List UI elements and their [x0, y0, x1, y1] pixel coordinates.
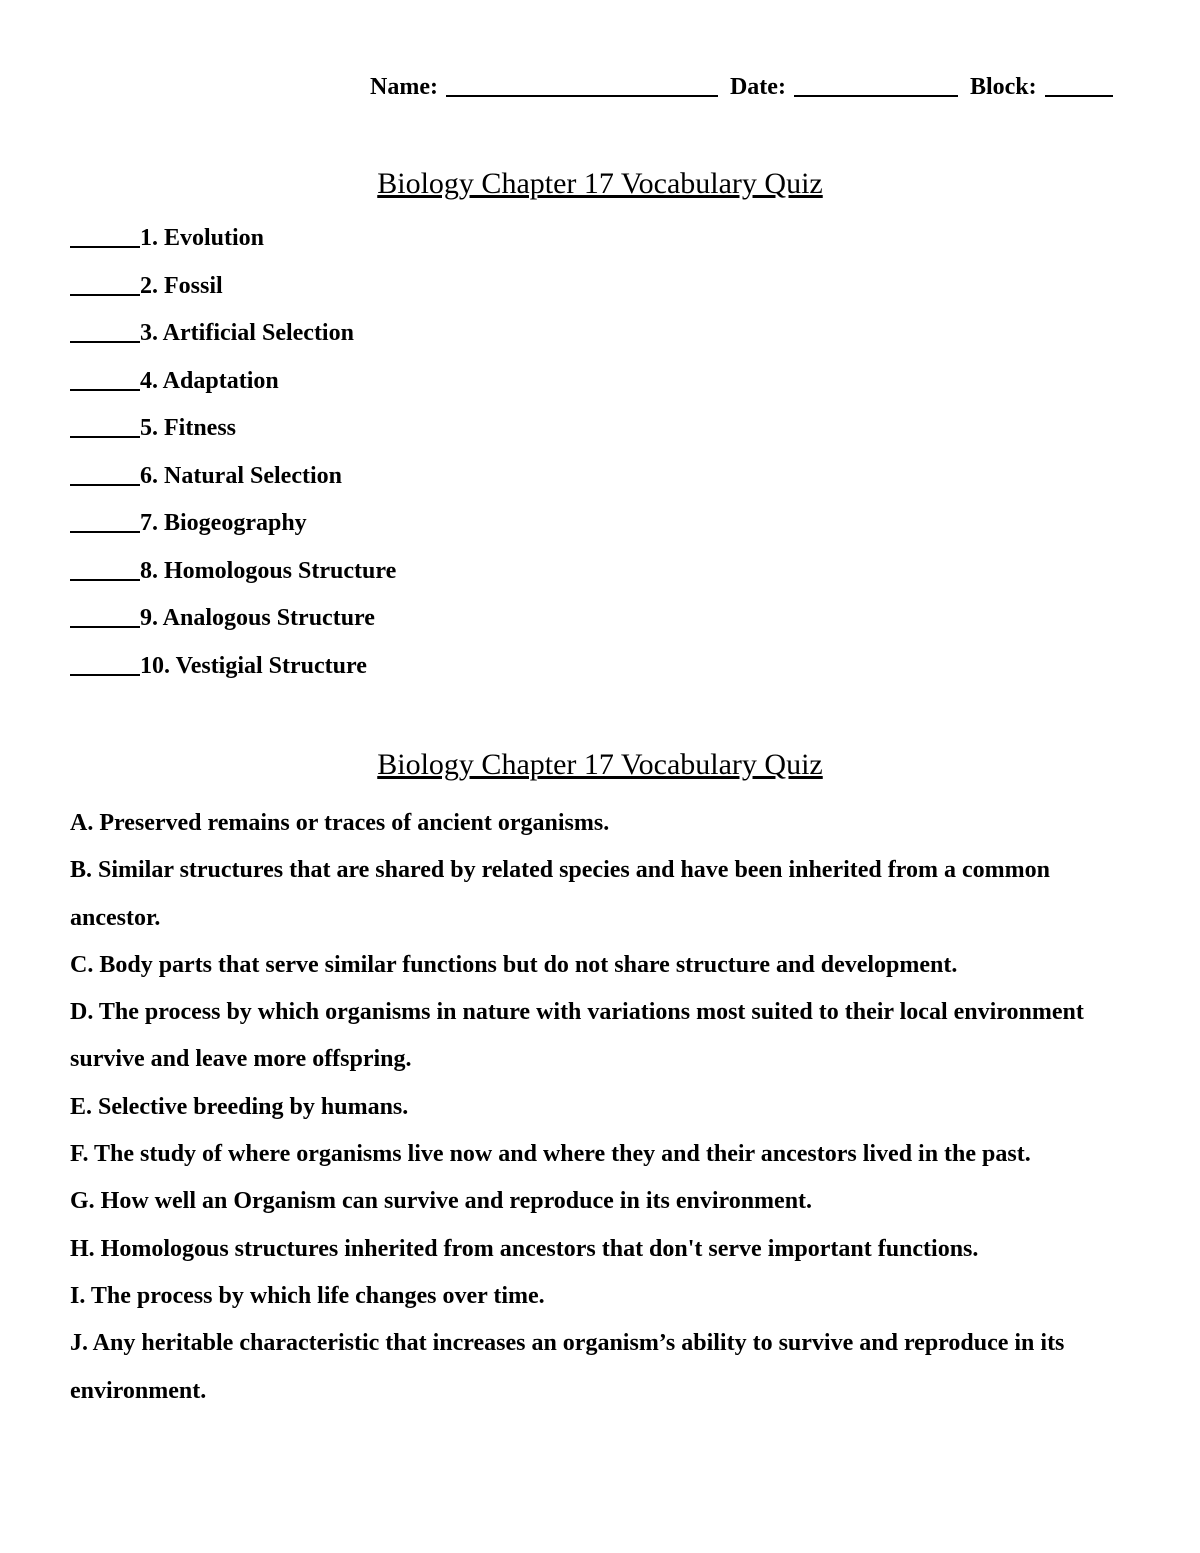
term-label: 2. Fossil [140, 272, 223, 299]
definition-item: F. The study of where organisms live now and where they and their ancestors lived in the past. [70, 1141, 1031, 1168]
quiz-title-repeat: Biology Chapter 17 Vocabulary Quiz [377, 748, 823, 781]
term-item [70, 554, 396, 602]
term-label: 4. Adaptation [140, 367, 279, 394]
term-item [70, 269, 396, 317]
student-info-header [370, 70, 1119, 101]
definition-item: E. Selective breeding by humans. [70, 1093, 409, 1120]
definition-list [70, 800, 1120, 1415]
term-item [70, 459, 396, 507]
term-item [70, 364, 396, 412]
answer-blank [70, 367, 140, 391]
answer-blank [70, 319, 140, 343]
term-item [70, 221, 396, 269]
definition-item: G. How well an Organism can survive and reproduce in its environment. [70, 1188, 813, 1215]
term-label: 5. Fitness [140, 415, 236, 441]
definition-item: D. The process by which organisms in nature with variations most suited to their local environment survive and leave more offspring. [70, 999, 1084, 1073]
block-label: Block: [969, 74, 1037, 100]
answer-blank [70, 224, 140, 248]
definition-item: I. The process by which life changes over time. [70, 1282, 545, 1309]
date-label: Date: [729, 74, 786, 100]
term-label: 8. Homologous Structure [140, 557, 397, 584]
term-label: 3. Artificial Selection [140, 320, 354, 346]
term-label: 6. Natural Selection [140, 462, 342, 489]
answer-blank [70, 557, 140, 581]
answer-blank [70, 652, 140, 676]
definition-item: A. Preserved remains or traces of ancient organisms. [70, 810, 610, 836]
definition-item: J. Any heritable characteristic that increases an organism’s ability to survive and reproduce in its environment. [70, 1330, 1065, 1404]
definition-item: H. Homologous structures inherited from ancestors that don't serve important functions. [70, 1235, 979, 1262]
term-item [70, 316, 396, 364]
answer-blank [70, 604, 140, 628]
term-label: 9. Analogous Structure [140, 605, 375, 631]
term-label: 1. Evolution [140, 225, 265, 251]
term-list [70, 221, 396, 696]
name-blank [446, 73, 718, 97]
term-item [70, 411, 396, 459]
answer-blank [70, 414, 140, 438]
answer-blank [70, 509, 140, 533]
date-blank [794, 73, 958, 97]
definition-item: C. Body parts that serve similar functions but do not share structure and development. [70, 951, 958, 978]
answer-blank [70, 272, 140, 296]
term-label: 10. Vestigial Structure [140, 652, 367, 679]
name-label: Name: [370, 74, 438, 100]
term-label: 7. Biogeography [140, 510, 307, 536]
answer-blank [70, 462, 140, 486]
term-item [70, 506, 396, 554]
definition-item: B. Similar structures that are shared by related species and have been inherited from a common ancestor. [70, 857, 1050, 931]
quiz-title: Biology Chapter 17 Vocabulary Quiz [377, 167, 823, 200]
term-item [70, 601, 396, 649]
block-blank [1045, 73, 1113, 97]
term-item [70, 649, 396, 697]
